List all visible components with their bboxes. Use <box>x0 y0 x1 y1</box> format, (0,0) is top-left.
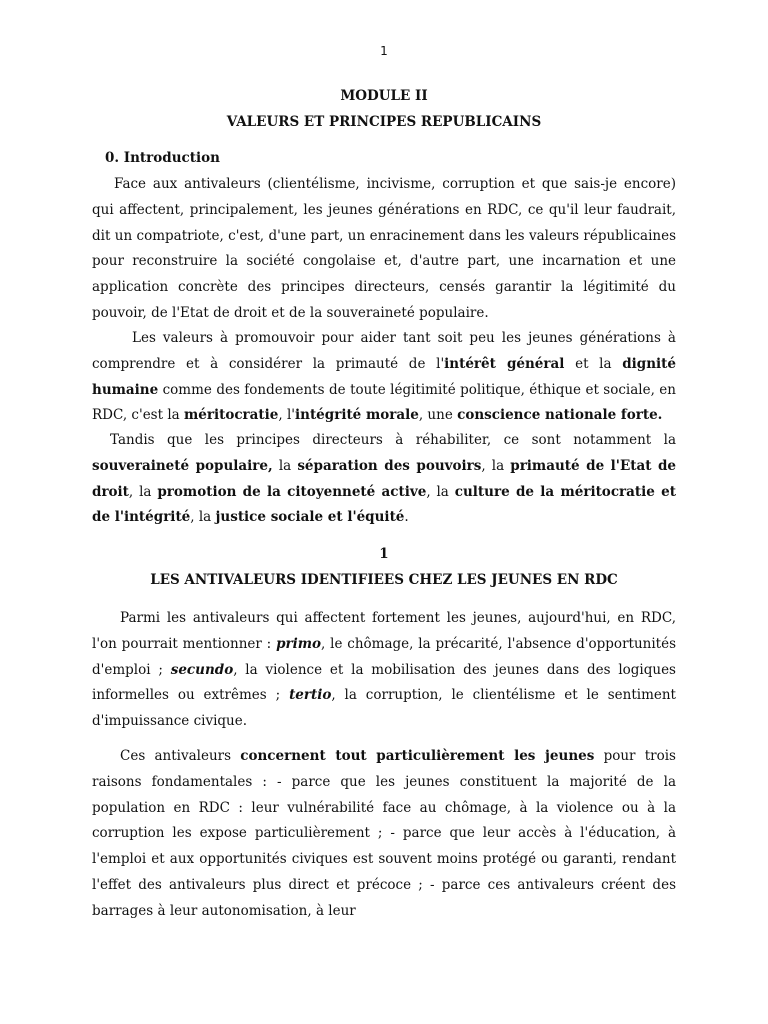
intro-p3-bold-1: souveraineté populaire, <box>92 457 273 474</box>
intro-heading: 0. Introduction <box>105 150 220 166</box>
section-1-number: 1 <box>379 546 389 562</box>
intro-p3-bold-5: culture de la méritocratie et de l'intégrité <box>92 483 676 526</box>
intro-paragraph-2: Les valeurs à promouvoir pour aider tant soit peu les jeunes générations à comprendre et à considérer la primauté de l'intérêt général et la dignité humaine comme des fondements de toute légitimité politique, éthique et sociale, en RDC, c'est la méritocratie, l'intégrité morale, une conscience nationale forte. <box>92 330 677 424</box>
section-1-paragraph-2: Ces antivaleurs concernent tout particulièrement les jeunes pour trois raisons fondamentales : - parce que les jeunes constituent la majorité de la population en RDC : leur vulnérabilité face au chômage, à la violence ou à la corruption les expose particulièrement ; - parce que leur accès à l'éducation, à l'emploi et aux opportunités civiques est souvent moins protégé ou garanti, rendant l'effet des antivaleurs plus direct et précoce ; - parce ces antivaleurs créent des barrages à leur autonomisation, à leur <box>92 748 676 919</box>
intro-p3-bold-4: promotion de la citoyenneté active <box>157 483 427 500</box>
intro-p3-bold-2: séparation des pouvoirs <box>297 457 482 474</box>
intro-p2-bold-1: intérêt général <box>444 355 565 372</box>
module-title: MODULE II <box>340 88 428 104</box>
intro-p2-bold-5: conscience nationale forte. <box>457 407 663 424</box>
section-1-title: LES ANTIVALEURS IDENTIFIEES CHEZ LES JEUNES EN RDC <box>150 572 618 588</box>
module-subtitle: VALEURS ET PRINCIPES REPUBLICAINS <box>226 114 542 130</box>
s1-p1-italic-primo: primo <box>276 635 322 652</box>
intro-p2-bold-2: dignité humaine <box>92 355 677 398</box>
s1-p1-italic-tertio: tertio <box>289 687 332 704</box>
s1-p1-italic-secundo: secundo <box>170 661 234 678</box>
intro-p3-bold-3: primauté de l'Etat de droit <box>92 457 676 500</box>
section-1-paragraph-1: Parmi les antivaleurs qui affectent fortement les jeunes, aujourd'hui, en RDC, l'on pourrait mentionner : primo, le chômage, la précarité, l'absence d'opportunités d'emploi ; secundo, la violence et la mobilisation des jeunes dans des logiques informelles ou extrêmes ; tertio, la corruption, le clientélisme et le sentiment d'impuissance civique. <box>92 610 676 730</box>
intro-p2-bold-4: intégrité morale <box>295 407 419 424</box>
intro-paragraph-1: Face aux antivaleurs (clientélisme, incivisme, corruption et que sais-je encore) qui affectent, principalement, les jeunes générations en RDC, ce qu'il leur faudrait, dit un compatriote, c'est, d'une part, un enracinement dans les valeurs républicaines pour reconstruire la société congolaise et, d'autre part, une incarnation et une application concrète des principes directeurs, censés garantir la légitimité du pouvoir, de l'Etat de droit et de la souveraineté populaire. <box>92 176 676 321</box>
s1-p2-bold-1: concernent tout particulièrement les jeunes <box>240 748 595 764</box>
intro-paragraph-3: Tandis que les principes directeurs à réhabiliter, ce sont notamment la souveraineté populaire, la séparation des pouvoirs, la primauté de l'Etat de droit, la promotion de la citoyenneté active, la culture de la méritocratie et de l'intégrité, la justice sociale et l'équité. <box>92 432 676 526</box>
intro-p2-bold-3: méritocratie <box>183 407 279 424</box>
page-number: 1 <box>380 44 388 58</box>
intro-p3-bold-6: justice sociale et l'équité <box>215 509 405 526</box>
